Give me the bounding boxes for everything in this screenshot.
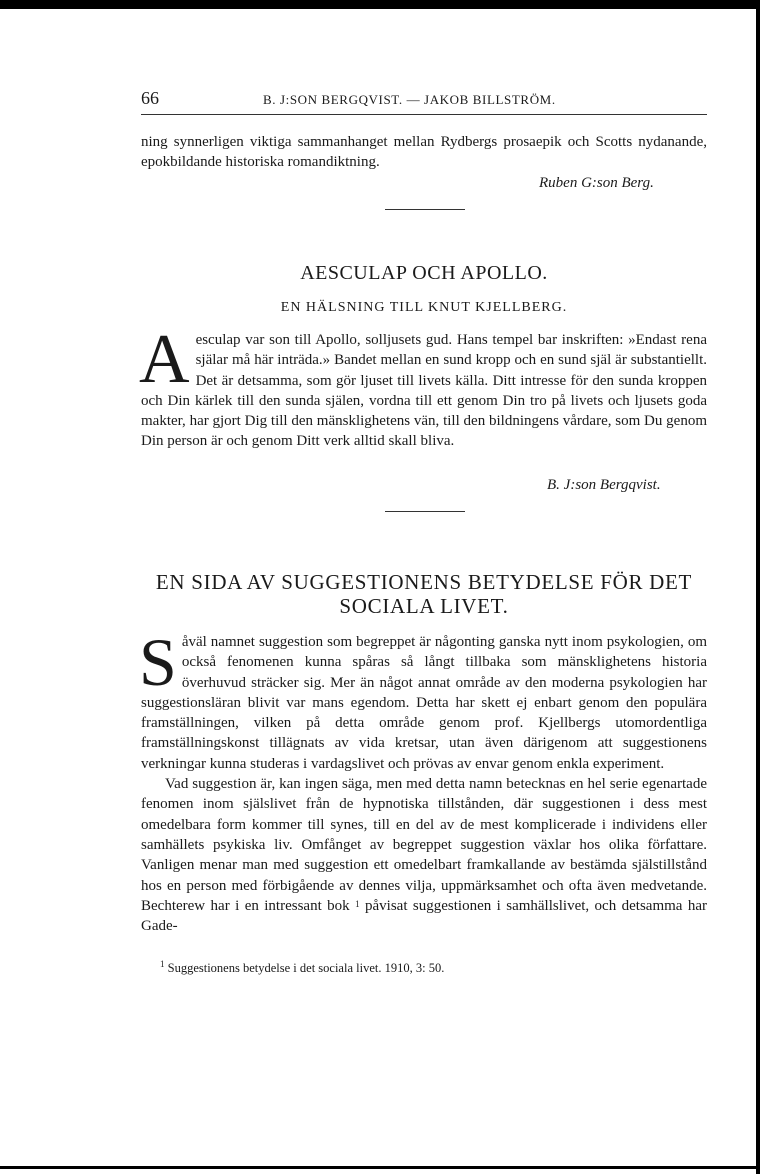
previous-article-text: ning synnerligen viktiga sammanhanget mellan Rydbergs prosaepik och Scotts nydanande, epokbildande historiska romandiktning. [141, 134, 707, 171]
header-rule [141, 114, 707, 115]
article1-signature: B. J:son Bergqvist. [547, 477, 661, 493]
running-title: B. J:SON BERGQVIST. — JAKOB BILLSTRÖM. [263, 92, 556, 107]
scan-border-right [756, 0, 760, 1174]
article1-title: AESCULAP OCH APOLLO. [300, 262, 548, 284]
article2-paragraph [139, 624, 707, 774]
page-number: 66 [141, 88, 159, 108]
article2-title-line1: EN SIDA AV SUGGESTIONENS BETYDELSE FÖR DET [155, 570, 693, 594]
footnote-text: Suggestionens betydelse i det sociala livet. 1910, 3: 50. [167, 961, 445, 975]
page-header [141, 88, 707, 112]
article2-paragraph-text: Vad suggestion är, kan ingen säga, men med detta namn betecknas en hel serie egenartade fenomen inom själslivet från de hypnotiska tillstånden, där suggestionen i dess mest omedelbara form kommer till synes, till en del av de mest komplicerade i individens eller samhällets psykiska liv. Omfånget av begreppet suggestion växlar hos olika författare. Vanligen menar man med suggestion ett omedelbart framkallande av bestämda själstillstånd hos en person med förbigående av dennes vilja, uppmärksamhet och ofta även medvetande. Bechterew har i en intressant bok [141, 776, 707, 914]
footnote-reference[interactable]: 1 [355, 898, 360, 909]
footnote [160, 961, 444, 976]
article1-subtitle: EN HÄLSNING TILL KNUT KJELLBERG. [280, 300, 568, 315]
article2-paragraph [141, 774, 707, 936]
footnote-mark: 1 [160, 959, 165, 969]
article1-dropcap: A [139, 321, 190, 398]
section-divider [385, 209, 465, 210]
article1-paragraph: esculap var son till Apollo, solljusets gud. Hans tempel bar inskriften: »Endast rena själar må här inträda.» Bandet mellan en sund kropp och en sund själ är substantiellt. Det är detsamma, som gör ljuset till livets källa. Ditt intresse för den sunda kroppen och Din kärlek till den sunda själen, vordna till ett genom Din tro på livets och ljusets goda makter, har gjort Dig till den mänsklighetens vän, till den bildningens vårdare, som Du genom Din person är och genom Ditt verk alltid skall bliva. [141, 332, 707, 450]
scan-border-bottom [0, 1166, 760, 1169]
article2-dropcap: S [139, 624, 177, 700]
previous-article-signature: Ruben G:son Berg. [539, 175, 654, 191]
article1-body [139, 321, 707, 452]
section-divider [385, 511, 465, 512]
article2-body [139, 624, 708, 936]
article2-title-line2: SOCIALA LIVET. [339, 594, 509, 618]
scan-border-top [0, 0, 760, 9]
article2-title [141, 570, 707, 618]
article2-paragraph-text: påvisat suggestionen i samhällslivet, och detsamma har Gade- [141, 897, 708, 935]
article2-paragraph-text: åväl namnet suggestion som begreppet är någonting ganska nytt inom psykologien, om också fenomenen kunna spåras så långt tillbaka som mänsklighetens historia överhuvud sträcker sig. Mer än något annat område av den moderna psykologien har suggestionsläran blivit var mans egendom. Detta har skett ej enbart genom den populära framställningen, vilken på detta område genom prof. Kjellbergs utomordentliga framställningskonst tillägnats av vida kretsar, utan även därigenom att suggestionens verkningar kunna studeras i vardagslivet och prövas av envar genom enkla experiment. [141, 634, 707, 772]
